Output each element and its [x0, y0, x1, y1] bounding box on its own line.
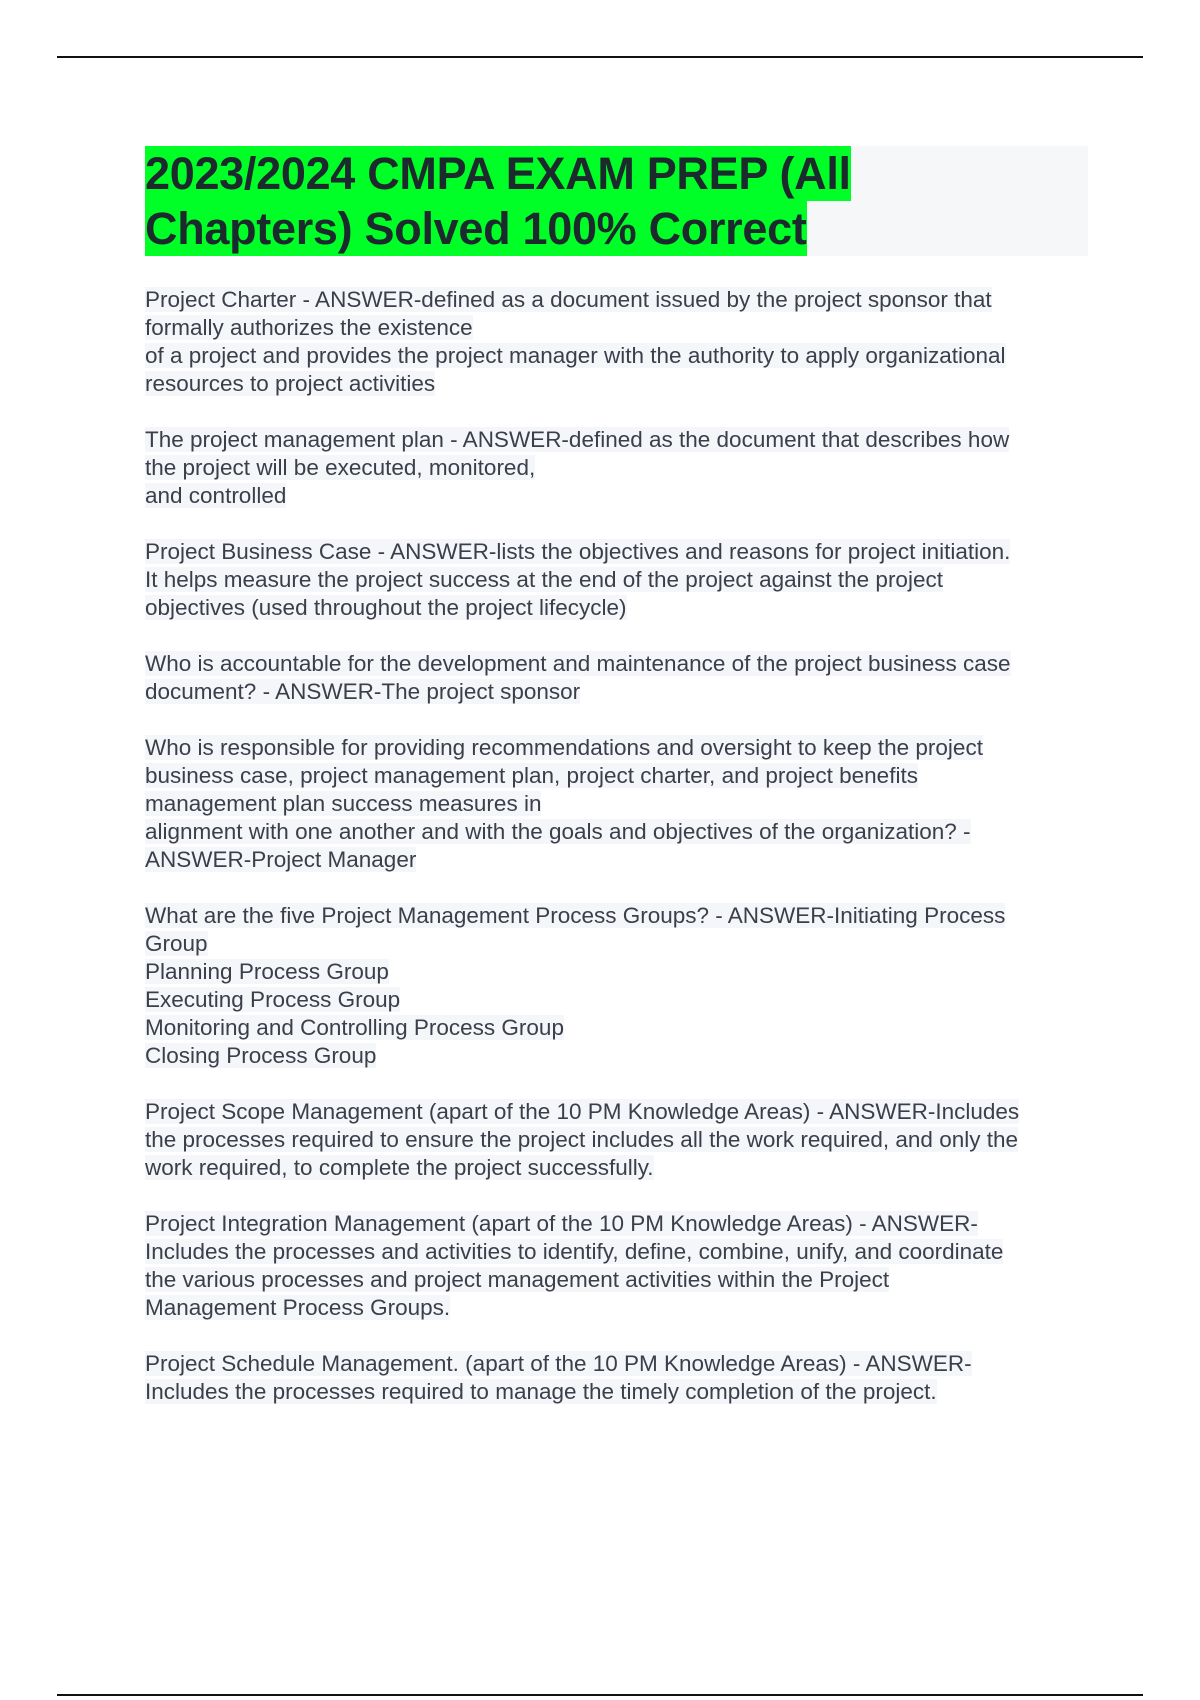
qa-line-text: The project management plan - ANSWER-defined as the document that describes how: [145, 427, 1010, 452]
qa-entry: [145, 426, 1095, 510]
qa-entry: [145, 1210, 1095, 1322]
qa-line: [145, 1266, 1095, 1294]
header-rule: [57, 56, 1143, 58]
qa-line-text: document? - ANSWER-The project sponsor: [145, 679, 581, 704]
qa-line: [145, 734, 1095, 762]
qa-line-text: alignment with one another and with the goals and objectives of the organization? -: [145, 819, 971, 844]
qa-line: [145, 678, 1095, 706]
qa-line-text: What are the five Project Management Process Groups? - ANSWER-Initiating Process: [145, 903, 1006, 928]
qa-entry: [145, 734, 1095, 874]
qa-line-text: Who is responsible for providing recommendations and oversight to keep the project: [145, 735, 983, 760]
qa-line: [145, 1210, 1095, 1238]
qa-entry: [145, 902, 1095, 1070]
qa-line: [145, 846, 1095, 874]
qa-line-text: Project Charter - ANSWER-defined as a document issued by the project sponsor that: [145, 287, 992, 312]
qa-line-text: resources to project activities: [145, 371, 436, 396]
footer-rule: [57, 1694, 1143, 1696]
qa-line: [145, 1098, 1095, 1126]
qa-entry: [145, 650, 1095, 706]
qa-line: [145, 1042, 1095, 1070]
qa-entry: [145, 538, 1095, 622]
qa-line-text: Includes the processes required to manage the timely completion of the project.: [145, 1379, 937, 1404]
qa-line: [145, 1294, 1095, 1322]
qa-line-text: Closing Process Group: [145, 1043, 377, 1068]
qa-line-text: Monitoring and Controlling Process Group: [145, 1015, 564, 1040]
qa-line: [145, 342, 1095, 370]
qa-line: [145, 762, 1095, 790]
qa-line: [145, 986, 1095, 1014]
qa-line: [145, 958, 1095, 986]
title-line-1-wrap: [145, 146, 1088, 201]
qa-line-text: It helps measure the project success at the end of the project against the project: [145, 567, 943, 592]
qa-line-text: business case, project management plan, project charter, and project benefits: [145, 763, 918, 788]
qa-line-text: and controlled: [145, 483, 287, 508]
qa-line-text: formally authorizes the existence: [145, 315, 473, 340]
qa-line: [145, 650, 1095, 678]
qa-line: [145, 538, 1095, 566]
qa-line-text: Project Schedule Management. (apart of the 10 PM Knowledge Areas) - ANSWER-: [145, 1351, 972, 1376]
title-line-1: 2023/2024 CMPA EXAM PREP (All: [145, 148, 851, 199]
qa-entry: [145, 1350, 1095, 1406]
qa-line-text: the processes required to ensure the project includes all the work required, and only the: [145, 1127, 1019, 1152]
qa-line: [145, 594, 1095, 622]
qa-line: [145, 454, 1095, 482]
document-title: [145, 146, 1088, 256]
qa-line: [145, 930, 1095, 958]
qa-line-text: Project Integration Management (apart of the 10 PM Knowledge Areas) - ANSWER-: [145, 1211, 978, 1236]
qa-line: [145, 1014, 1095, 1042]
qa-line: [145, 790, 1095, 818]
qa-line-text: the various processes and project management activities within the Project: [145, 1267, 890, 1292]
qa-line: [145, 1126, 1095, 1154]
qa-entry: [145, 286, 1095, 398]
qa-line-text: Includes the processes and activities to identify, define, combine, unify, and coordinate: [145, 1239, 1004, 1264]
qa-line-text: Project Business Case - ANSWER-lists the objectives and reasons for project initiation.: [145, 539, 1011, 564]
qa-line-text: Planning Process Group: [145, 959, 389, 984]
qa-line-text: Executing Process Group: [145, 987, 401, 1012]
qa-line-text: work required, to complete the project successfully.: [145, 1155, 654, 1180]
qa-line-text: Group: [145, 931, 208, 956]
qa-line: [145, 1238, 1095, 1266]
title-line-2-wrap: [145, 201, 1088, 256]
qa-line: [145, 314, 1095, 342]
qa-line: [145, 426, 1095, 454]
qa-line: [145, 818, 1095, 846]
qa-line: [145, 1378, 1095, 1406]
qa-line-text: management plan success measures in: [145, 791, 542, 816]
qa-line-text: the project will be executed, monitored,: [145, 455, 536, 480]
qa-entry: [145, 1098, 1095, 1182]
qa-line-text: Management Process Groups.: [145, 1295, 451, 1320]
qa-line: [145, 1350, 1095, 1378]
qa-content: [145, 286, 1095, 1434]
qa-line: [145, 902, 1095, 930]
qa-line-text: objectives (used throughout the project lifecycle): [145, 595, 627, 620]
qa-line: [145, 1154, 1095, 1182]
title-line-2: Chapters) Solved 100% Correct: [145, 203, 807, 254]
qa-line-text: Who is accountable for the development and maintenance of the project business case: [145, 651, 1011, 676]
qa-line: [145, 370, 1095, 398]
qa-line-text: of a project and provides the project manager with the authority to apply organizational: [145, 343, 1006, 368]
qa-line: [145, 286, 1095, 314]
qa-line: [145, 566, 1095, 594]
qa-line: [145, 482, 1095, 510]
qa-line-text: ANSWER-Project Manager: [145, 847, 417, 872]
qa-line-text: Project Scope Management (apart of the 10 PM Knowledge Areas) - ANSWER-Includes: [145, 1099, 1020, 1124]
